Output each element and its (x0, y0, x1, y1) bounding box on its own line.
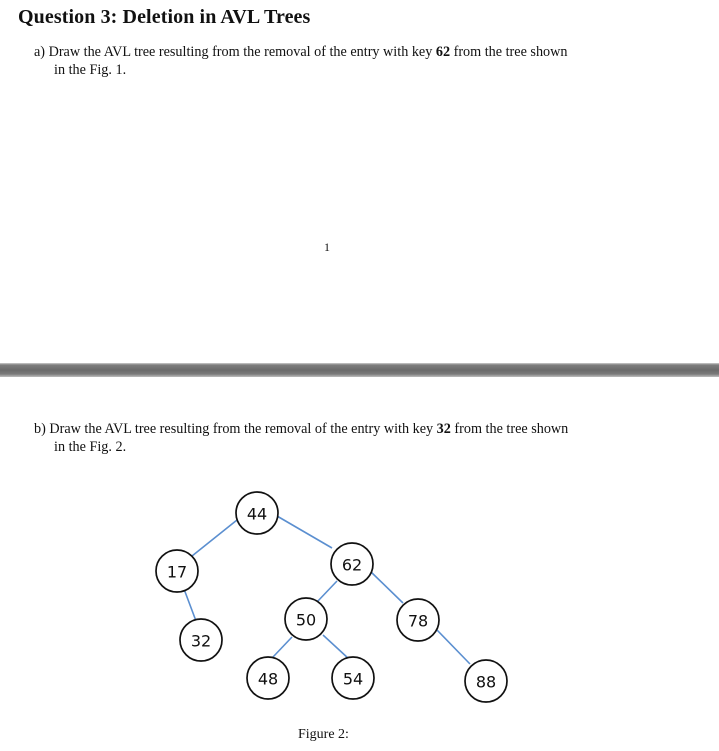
part-a-text (34, 43, 674, 79)
edge-78-88 (437, 630, 470, 664)
part-a-text-cont: in the Fig. 1. (54, 62, 127, 78)
part-b-label: b) (34, 421, 46, 437)
tree-node-17-label: 17 (166, 562, 188, 582)
edge-44-62 (277, 516, 332, 548)
edge-62-78 (370, 571, 403, 603)
part-b-text (34, 420, 674, 456)
part-b-key: 32 (436, 421, 451, 437)
part-b-text-cont: in the Fig. 2. (54, 439, 127, 455)
tree-node-32 (180, 619, 222, 661)
edge-50-54 (323, 635, 349, 659)
edge-62-50 (317, 581, 337, 602)
part-a-label: a) (34, 44, 46, 60)
tree-node-78-label: 78 (407, 611, 429, 631)
tree-node-32-label: 32 (190, 631, 212, 651)
tree-node-62-label: 62 (341, 555, 363, 575)
part-a-key: 62 (435, 44, 451, 60)
part-b-text-before: Draw the AVL tree resulting from the removal of the entry with key (49, 421, 434, 437)
question-title: Question 3: Deletion in AVL Trees (18, 6, 311, 28)
part-b-text-after: from the tree shown (454, 421, 569, 437)
tree-node-88-label: 88 (475, 672, 497, 692)
edge-17-32 (184, 589, 196, 621)
page-number: 1 (324, 240, 330, 254)
tree-node-48 (247, 657, 289, 699)
part-a-text-before: Draw the AVL tree resulting from the removal of the entry with key (48, 44, 433, 60)
part-a-text-after: from the tree shown (453, 44, 568, 60)
tree-node-50-label: 50 (295, 610, 317, 630)
figure-2-caption: Figure 2: (298, 727, 349, 742)
tree-node-48-label: 48 (257, 669, 279, 689)
edge-44-17 (192, 520, 237, 556)
tree-node-17 (156, 550, 198, 592)
page-separator (0, 363, 719, 377)
tree-node-88 (465, 660, 507, 702)
tree-node-44-label: 44 (246, 504, 268, 524)
tree-node-54-label: 54 (342, 669, 364, 689)
tree-node-44 (236, 492, 278, 534)
tree-node-62 (331, 543, 373, 585)
tree-node-78 (397, 599, 439, 641)
figure-2-tree (0, 480, 719, 720)
edge-50-48 (273, 637, 292, 657)
tree-node-54 (332, 657, 374, 699)
tree-node-50 (285, 598, 327, 640)
